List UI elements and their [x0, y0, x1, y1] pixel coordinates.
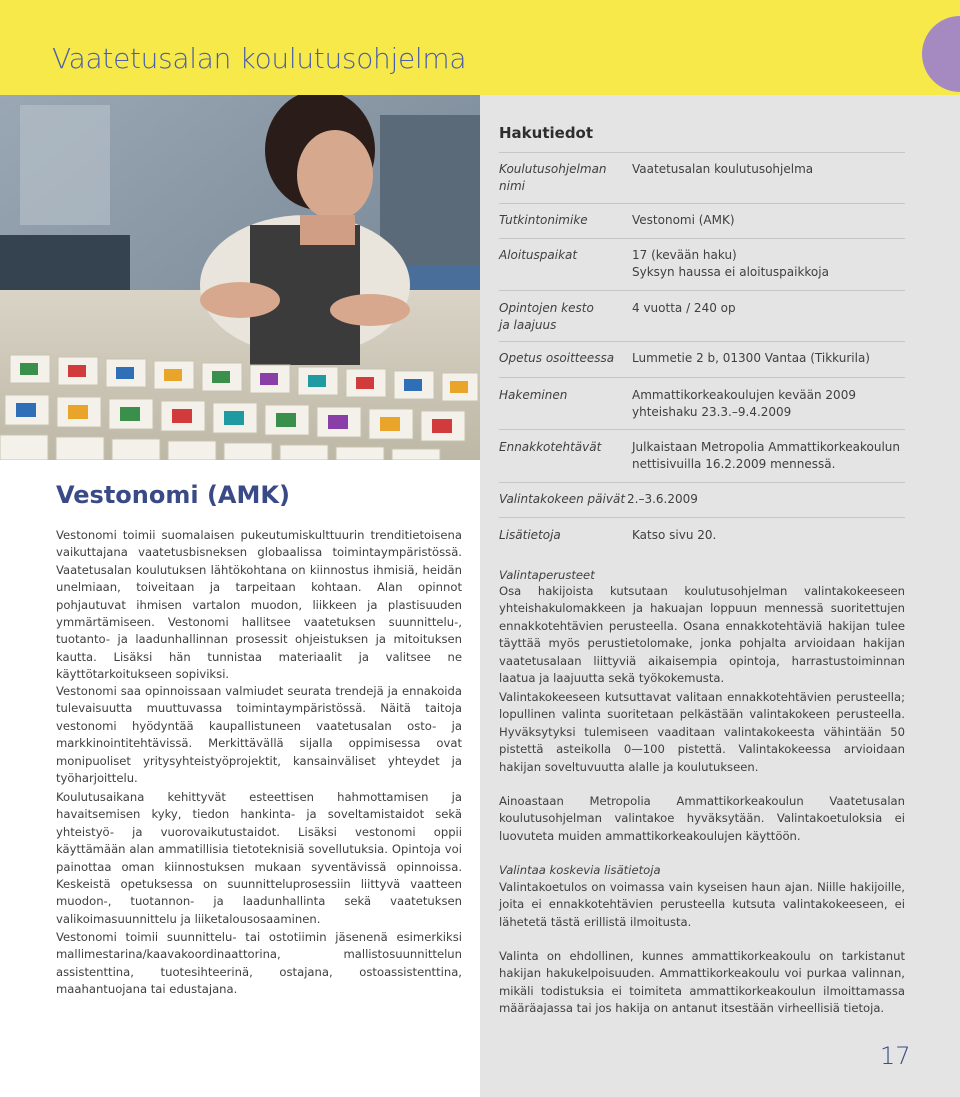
info-value: 4 vuotta / 240 op [632, 301, 736, 315]
info-label: Opetus osoitteessa [499, 351, 615, 365]
left-paragraph-1: Vestonomi toimii suomalaisen pukeutumiskulttuurin trenditietoisena vaikuttajana vaatetusbisneksen globaalissa toimintaympäristössä. Vaatetusalan koulutuksen lähtökohtana on kiinnostus ihmisiä, heidän unelmiaan, toiveitaan ja tarpeitaan kohtaan. Alan opinnot pohjautuvat ihmisen vartalon muodon, liikkeen ja plastisuuden ymmärtämiseen. Vestonomi hallitsee vaatetuksen suunnittelu-, tuotanto- ja laadunhallinnan prosessit ohjeistuksen ja mitoituksen kautta. Lisäksi hän tunnistaa materiaalit ja valitsee ne käyttötarkoitukseen sopiviksi. [56, 528, 462, 682]
divider [499, 341, 905, 342]
info-value: Ammattikorkeakoulujen kevään 2009 yhteishaku 23.3.–9.4.2009 [632, 388, 856, 419]
criteria-paragraph-3: Ainoastaan Metropolia Ammattikorkeakoulun Vaatetusalan koulutusohjelman valintakoe hyväksytään. Valintakoetuloksia ei luovuteta muiden ammattikorkeakoulujen käyttöön. [499, 794, 905, 843]
info-value: 17 (kevään haku) Syksyn haussa ei aloituspaikkoja [632, 248, 829, 279]
info-title: Hakutiedot [499, 124, 594, 142]
extra-heading: Valintaa koskevia lisätietoja [499, 863, 661, 877]
extra-paragraph-1: Valintakoetulos on voimassa vain kyseisen haun ajan. Niille hakijoille, joita ei ennakkotehtävien perusteella kutsuta valintakokeeseen, ei lähetetä tästä erillistä ilmoitusta. [499, 880, 905, 929]
info-value: Vestonomi (AMK) [632, 213, 735, 227]
info-value: 2.–3.6.2009 [627, 492, 698, 506]
info-label: Opintojen kesto ja laajuus [499, 301, 594, 332]
criteria-paragraph-1: Osa hakijoista kutsutaan koulutusohjelman valintakokeeseen yhteishakulomakkeen ja hakuajan loppuun mennessä suoritettujen ennakkotehtävien perusteella. Osana ennakkotehtäviä hakijan tulee täyttää myös perustietolomake, jonka pohjalta arvioidaan hakijan vaatetusalaan liittyviä aikaisempia opintoja, harrastustoiminnan laatua ja laajuutta sekä työkokemusta. [499, 584, 905, 686]
extra-paragraph-2: Valinta on ehdollinen, kunnes ammattikorkeakoulu on tarkistanut hakijan hakukelpoisuuden. Ammattikorkeakoulu voi purkaa valinnan, mikäli todistuksia ei toimiteta ammattikorkeakoulun ilmoittamassa määräajassa tai jos hakija on antanut itsestään virheellisiä tietoja. [499, 949, 905, 1016]
info-label: Aloituspaikat [499, 248, 578, 262]
student-photo [0, 95, 480, 460]
criteria-heading: Valintaperusteet [499, 568, 595, 582]
info-value: Katso sivu 20. [632, 528, 717, 542]
divider [499, 517, 905, 518]
divider [499, 482, 905, 483]
divider [499, 238, 905, 239]
left-paragraph-4: Vestonomi toimii suunnittelu- tai ostotiimin jäsenenä esimerkiksi mallimestarina/kaavakoordinaattorina, mallistosuunnittelun assistenttina, tuotesihteerinä, ostajana, ostoassistenttina, maahantuojana tai edustajana. [56, 930, 462, 997]
page-title: Vaatetusalan koulutusohjelma [52, 42, 467, 75]
divider [499, 290, 905, 291]
info-label: Koulutusohjelman nimi [499, 162, 607, 193]
info-value: Lummetie 2 b, 01300 Vantaa (Tikkurila) [632, 351, 870, 365]
divider [499, 152, 905, 153]
divider [499, 377, 905, 378]
info-value: Vaatetusalan koulutusohjelma [632, 162, 814, 176]
left-paragraph-3: Koulutusaikana kehittyvät esteettisen hahmottamisen ja havaitsemisen kyky, tiedon hankinta- ja soveltamistaidot sekä yhteistyö- ja vuorovaikutustaidot. Lisäksi vestonomi oppii käyttämään alan ammatillisia tietoteknisiä sovellutuksia. Opintoja voi painottaa oman kiinnostuksen mukaan syventävissä opinnoissa. Keskeistä opetuksessa on suunnitteluprosessiin liittyvä vaatteen muodon-, tuotannon- ja laadunhallinta sekä vaatetuksen valikoimasuunnittelu ja liiketalousosaaminen. [56, 790, 462, 926]
page-number: 17 [880, 1042, 911, 1070]
info-label: Hakeminen [499, 388, 568, 402]
criteria-paragraph-2: Valintakokeeseen kutsuttavat valitaan ennakkotehtävien perusteella; lopullinen valinta suoritetaan pelkästään valintakokeen perusteella. Hyväksytyksi tulemiseen vaaditaan valintakokeesta vähintään 50 pistettä asteikolla 0—100 pistettä. Valintakokeessa arvioidaan hakijan soveltuvuutta alalle ja koulutukseen. [499, 690, 905, 774]
info-label: Lisätietoja [499, 528, 561, 542]
section-heading: Vestonomi (AMK) [56, 481, 290, 509]
divider [499, 203, 905, 204]
divider [499, 429, 905, 430]
info-label: Valintakokeen päivät [499, 492, 626, 506]
info-value: Julkaistaan Metropolia Ammattikorkeakoulun nettisivuilla 16.2.2009 mennessä. [632, 440, 900, 471]
left-paragraph-2: Vestonomi saa opinnoissaan valmiudet seurata trendejä ja ennakoida tulevaisuutta muuttuvassa toimintaympäristössä. Näitä taitoja vestonomi hyödyntää kaupallistuneen vaatetusalan osto- ja markkinointitehtävissä. Merkittävällä sijalla oppimisessa ovat monipuoliset yritysyhteistyöprojektit, kansainväliset yhteydet ja työharjoittelu. [56, 684, 462, 786]
info-label: Tutkintonimike [499, 213, 588, 227]
info-label: Ennakkotehtävät [499, 440, 602, 454]
